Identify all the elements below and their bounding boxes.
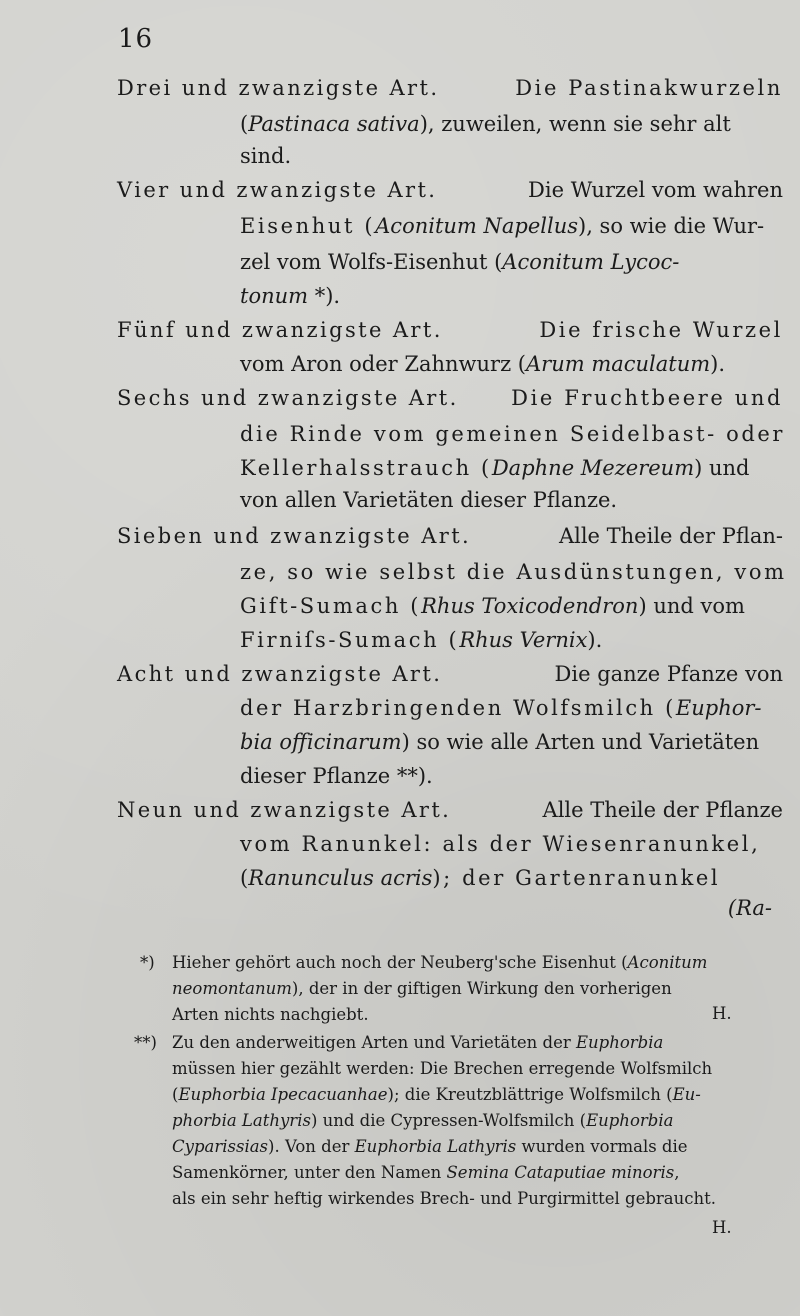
entry-heading-line — [117, 312, 783, 348]
latin-name: Euphorbia Lathyris — [354, 1137, 517, 1156]
entry-line — [240, 244, 783, 280]
entry-text: sind. — [240, 144, 292, 168]
entry-line — [240, 208, 783, 244]
entry-line — [240, 138, 783, 174]
latin-name: Aconitum — [627, 953, 708, 972]
entry-text: vom Aron oder Zahnwurz (Arum maculatum). — [240, 352, 726, 376]
entry-line — [240, 482, 783, 518]
latin-name: Semina Cataputiae minoris — [446, 1163, 675, 1182]
footnote-line: (Euphorbia Ipecacuanhae); die Kreutzblättrige Wolfsmilch (Eu- — [172, 1085, 701, 1104]
entry-line — [240, 346, 783, 382]
latin-name: Rhus Vernix — [459, 628, 588, 652]
latin-name: Euphorbia — [575, 1033, 664, 1052]
entry-text: (Ranunculus acris); der Gartenranunkel — [240, 866, 721, 890]
entry-text: bia officinarum) so wie alle Arten und Varietäten — [240, 730, 760, 754]
entry-text: dieser Pflanze **). — [240, 764, 433, 788]
entry-line — [240, 860, 783, 896]
entry-heading-line — [117, 380, 783, 416]
footnote-line: Samenkörner, unter den Namen Semina Cataputiae minoris, — [172, 1163, 680, 1182]
entry-text: Gift-Sumach (Rhus Toxicodendron) und vom — [240, 594, 745, 618]
footnote-line: Hieher gehört auch noch der Neuberg'sche Eisenhut (Aconitum — [172, 953, 708, 972]
footnote-mark: *) — [140, 953, 155, 972]
footnote-line: als ein sehr heftig wirkendes Brech- und Purgirmittel gebraucht. — [172, 1189, 716, 1208]
entry-line — [240, 278, 783, 314]
entry-heading: Sechs und zwanzigste Art. — [117, 386, 459, 410]
entry-line — [240, 416, 786, 452]
entry-line — [240, 826, 783, 862]
entry-line — [240, 690, 783, 726]
entry-text: tonum *). — [240, 284, 341, 308]
entry-line — [240, 450, 783, 486]
entry-line — [240, 588, 783, 624]
latin-name: Rhus Toxicodendron — [421, 594, 639, 618]
entry-text: vom Ranunkel: als der Wiesenranunkel, — [240, 832, 761, 856]
entry-heading: Fünf und zwanzigste Art. — [117, 318, 443, 342]
latin-name: bia officinarum — [240, 730, 402, 754]
entry-text: Alle Theile der Pflanze — [542, 798, 783, 822]
footnote-line: phorbia Lathyris) und die Cypressen-Wolfsmilch (Euphorbia — [172, 1111, 674, 1130]
entry-line — [240, 622, 783, 658]
latin-name: Daphne Mezereum — [491, 456, 695, 480]
entry-text: Die Pastinakwurzeln — [515, 76, 783, 100]
footnote-signature: H. — [712, 1218, 732, 1237]
latin-name: phorbia Lathyris — [172, 1111, 311, 1130]
latin-name: Eu- — [672, 1085, 701, 1104]
catchword: (Ra- — [727, 896, 772, 920]
entry-text: der Harzbringenden Wolfsmilch (Euphor- — [240, 696, 762, 720]
footnote-line: Arten nichts nachgiebt. — [172, 1005, 369, 1024]
latin-name: Euphor- — [675, 696, 762, 720]
entry-line — [240, 758, 783, 794]
entry-heading: Drei und zwanzigste Art. — [117, 76, 440, 100]
entry-heading-line — [117, 172, 783, 208]
footnote-line: neomontanum), der in der giftigen Wirkung den vorherigen — [172, 979, 672, 998]
latin-name: tonum — [240, 284, 309, 308]
footnote-mark: **) — [134, 1033, 157, 1052]
latin-name: Ranunculus acris — [248, 866, 433, 890]
latin-name: Euphorbia — [586, 1111, 674, 1130]
footnote-line: müssen hier gezählt werden: Die Brechen erregende Wolfsmilch — [172, 1059, 713, 1078]
latin-name: Euphorbia Ipecacuanhae — [178, 1085, 388, 1104]
entry-heading-line — [117, 792, 783, 828]
entry-line — [240, 554, 787, 590]
page-number: 16 — [118, 24, 154, 54]
entry-heading-line — [117, 656, 783, 692]
footnote-line: Cyparissias). Von der Euphorbia Lathyris wurden vormals die — [172, 1137, 688, 1156]
entry-text: von allen Varietäten dieser Pflanze. — [240, 488, 618, 512]
entry-heading: Neun und zwanzigste Art. — [117, 798, 452, 822]
entry-heading-line — [117, 70, 783, 106]
latin-name: Pastinaca sativa — [248, 112, 420, 136]
entry-text: Die frische Wurzel — [539, 318, 783, 342]
footnote-line: Zu den anderweitigen Arten und Varietäten der Euphorbia — [172, 1033, 664, 1052]
latin-name: Cyparissias — [172, 1137, 269, 1156]
latin-name: Arum maculatum — [526, 352, 711, 376]
entry-text: Eisenhut (Aconitum Napellus), so wie die Wur- — [240, 214, 765, 238]
latin-name: Aconitum Lycoc- — [502, 250, 680, 274]
entry-text: Die ganze Pfanze von — [554, 662, 783, 686]
entry-heading: Vier und zwanzigste Art. — [117, 178, 438, 202]
entry-text: Firniſs-Sumach (Rhus Vernix). — [240, 628, 603, 652]
entry-text: ze, so wie selbst die Ausdünstungen, vom — [240, 560, 787, 584]
entry-heading: Acht und zwanzigste Art. — [117, 662, 443, 686]
latin-name: neomontanum — [172, 979, 292, 998]
entry-text: (Pastinaca sativa), zuweilen, wenn sie sehr alt — [240, 112, 731, 136]
entry-line — [240, 724, 783, 760]
entry-text: Die Fruchtbeere und — [511, 386, 783, 410]
entry-text: Die Wurzel vom wahren — [528, 178, 783, 202]
entry-heading: Sieben und zwanzigste Art. — [117, 524, 472, 548]
entry-text: zel vom Wolfs-Eisenhut (Aconitum Lycoc- — [240, 250, 680, 274]
entry-text: die Rinde vom gemeinen Seidelbast- oder — [240, 422, 786, 446]
entry-text: Kellerhalsstrauch (Daphne Mezereum) und — [240, 456, 750, 480]
footnote-signature: H. — [712, 1004, 732, 1023]
entry-line — [240, 106, 783, 142]
latin-name: Aconitum Napellus — [375, 214, 579, 238]
entry-text: Alle Theile der Pflan- — [558, 524, 783, 548]
entry-heading-line — [117, 518, 783, 554]
